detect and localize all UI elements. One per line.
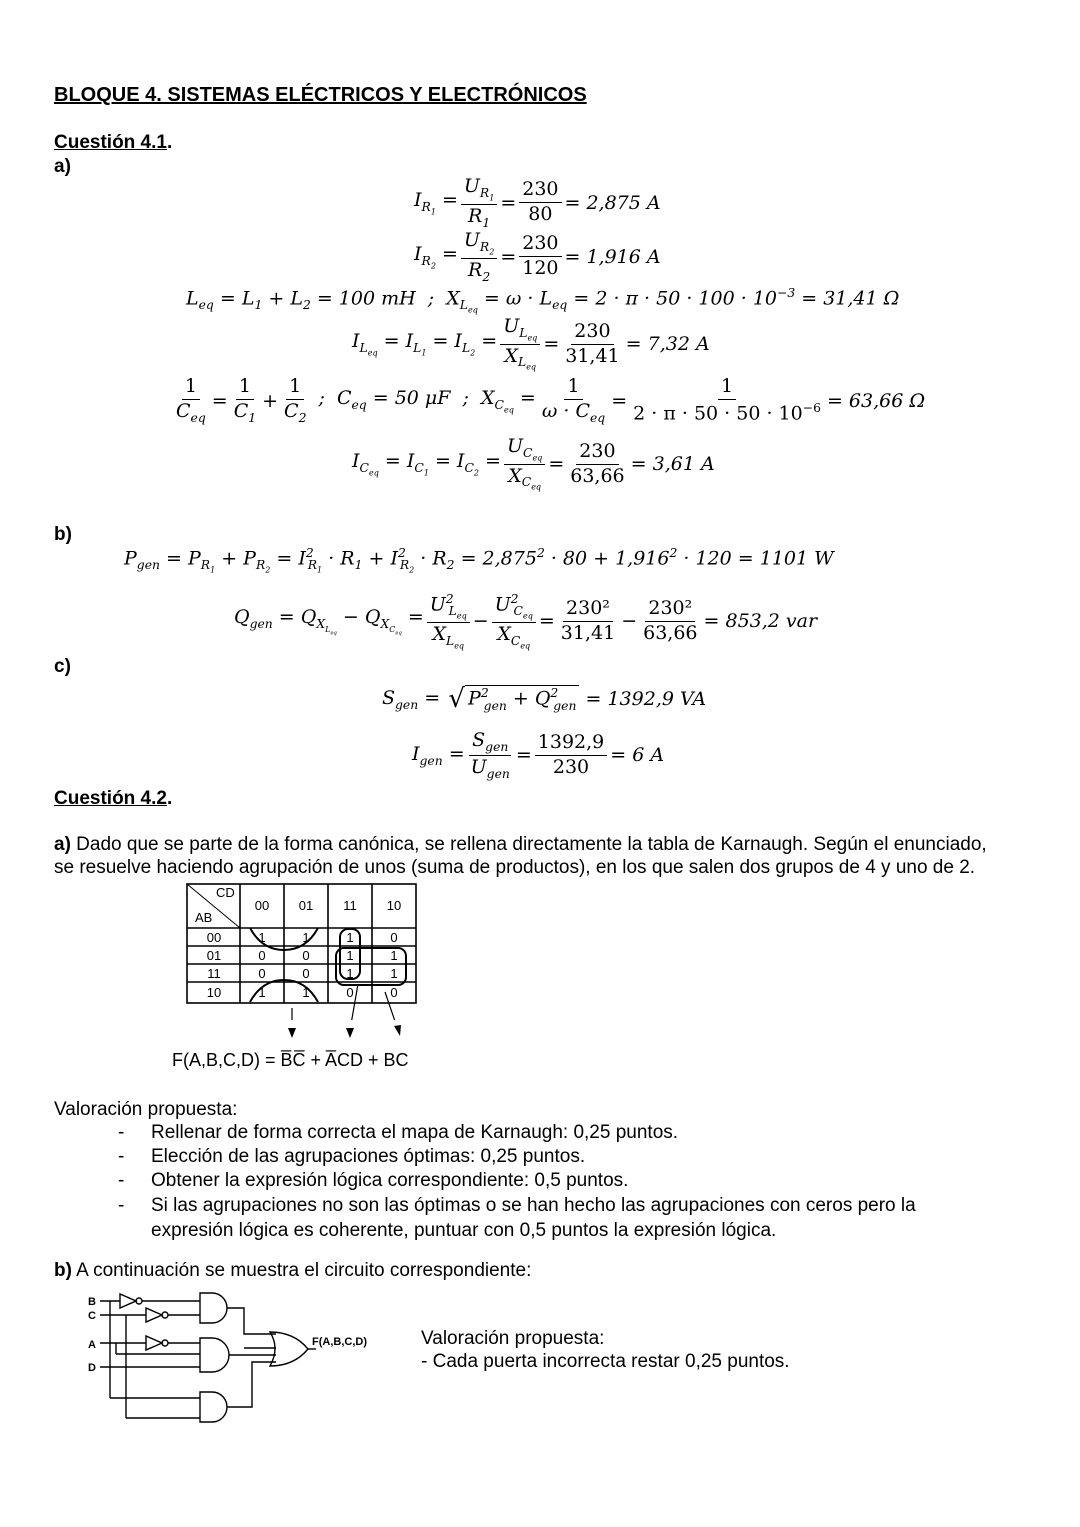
kmap-row-header: 00 (206, 930, 222, 945)
kmap-cell: 1 (302, 985, 310, 1000)
valoracion-title: Valoración propuesta: (54, 1099, 238, 1120)
kmap-cell: 0 (258, 966, 266, 981)
q41-title-dot: . (166, 132, 173, 153)
q42-title-dot: . (166, 788, 173, 809)
ileq-result: = 7,32 A (625, 333, 710, 355)
q42-title: Cuestión 4.2 (54, 788, 167, 809)
qgen-n1: 230² (563, 598, 613, 622)
q41-title-wrap (54, 132, 172, 154)
pgen-result: = 1101 W (737, 547, 834, 570)
valoracion-item: - Rellenar de forma correcta el mapa de Karnaugh: 0,25 puntos. (118, 1122, 679, 1143)
iceq-den: 63,66 (570, 464, 625, 487)
circuit-input-a: A (88, 1339, 96, 1351)
q42-a-text1: Dado que se parte de la forma canónica, se rellena directamente la tabla de Karnaugh. Según el enunciado, (70, 834, 987, 855)
kmap-cell: 0 (302, 966, 310, 981)
boolean-expression: F(A,B,C,D) = B̅C̅ + A̅CD + BC (172, 1050, 409, 1070)
eq-igen: $I_{gen}$ = $\frac{S_{gen}}{U_{gen}}$ = $\frac{1392,9}{230}$ = 6 A (412, 729, 665, 781)
kmap-col-header: 11 (343, 898, 357, 913)
valoracion-item: - Elección de las agrupaciones óptimas: 0,25 puntos. (118, 1146, 586, 1167)
kmap-arrowheads (280, 1010, 420, 1040)
kmap-cd-label: CD (216, 885, 235, 900)
kmap-row-header: 01 (206, 948, 222, 963)
circuit-input-c: C (88, 1310, 96, 1322)
eq-ir2: $I_{R_2}$ = $\frac{U_{R_2}}{R_2}$ = $\frac{230}{120}$ = 1,916 A (414, 229, 661, 284)
kmap-col-header: 01 (298, 898, 314, 913)
igen-result: = 6 A (610, 744, 665, 767)
kmap-cell: 1 (346, 948, 354, 963)
kmap-row-header: 10 (206, 985, 222, 1000)
circuit-input-b: B (88, 1296, 96, 1308)
eq-iceq: $I_{C_{eq}} = I_{C_1} = I_{C_2}$ = $\frac{U_{C_{eq}}}{X_{C_{eq}}}$ = $\frac{230}{63,66}$ = 3,61 A (352, 435, 715, 492)
ileq-num: 230 (571, 321, 613, 345)
ir1-result: = 2,875 A (564, 191, 661, 214)
q42-b-line (54, 1260, 531, 1282)
kmap-cell: 0 (302, 948, 310, 963)
valoracion-item-text: Elección de las agrupaciones óptimas: 0,25 puntos. (151, 1146, 586, 1167)
q42-title-wrap (54, 788, 172, 810)
kmap-cell: 1 (258, 985, 266, 1000)
qgen-result: = 853,2 var (703, 610, 818, 633)
ir2-num: 230 (519, 233, 561, 257)
qgen-n2: 230² (645, 598, 695, 622)
kmap-ab-label: AB (195, 910, 213, 925)
kmap-cell: 1 (346, 966, 354, 981)
kmap-cell: 0 (390, 985, 398, 1000)
iceq-result: = 3,61 A (630, 453, 715, 475)
q42-b-label: b) (54, 1260, 72, 1281)
ir1-den: 80 (528, 203, 553, 226)
q42-a-line2: se resuelve haciendo agrupación de unos (suma de productos), en los que salen dos grupos de 4 y uno de 2. (54, 857, 976, 878)
q41-title: Cuestión 4.1 (54, 132, 167, 153)
valoracion-item-text: Rellenar de forma correcta el mapa de Karnaugh: 0,25 puntos. (151, 1122, 679, 1143)
igen-num: 1392,9 (535, 732, 607, 756)
eq-qgen: $Q_{gen} = Q_{X_{L_{eq}}} - Q_{X_{C_{eq}}}$ = $\frac{U^2_{L_{eq}}}{X_{L_{eq}}}$ − $\frac{U^2_{C_{eq}}}{X_{C_{eq}}}$ = $\frac{\text{230²}}{31,41}$ − $\frac{\text{230²}}{63,66}$ = 853,2 var (234, 592, 818, 651)
kmap-row-header: 11 (207, 966, 221, 981)
karnaugh-map (180, 880, 430, 1020)
ileq-den: 31,41 (565, 344, 620, 367)
q41-label-c: c) (54, 656, 71, 677)
logic-circuit (80, 1288, 400, 1438)
kmap-col-header: 10 (386, 898, 402, 913)
valoracion-item-cont: expresión lógica es coherente, puntuar con 0,5 puntos la expresión lógica. (151, 1220, 777, 1241)
page-heading: BLOQUE 4. SISTEMAS ELÉCTRICOS Y ELECTRÓNICOS (54, 84, 587, 106)
valoracion-item: - Si las agrupaciones no son las óptimas o se han hecho las agrupaciones con ceros pero la (118, 1195, 916, 1216)
q41-label-a: a) (54, 156, 71, 177)
iceq-num: 230 (576, 441, 618, 465)
xceq-result: = 63,66 Ω (826, 389, 926, 412)
kmap-cell: 1 (390, 966, 398, 981)
sgen-result: = 1392,9 VA (585, 688, 707, 710)
eq-ileq: $I_{L_{eq}} = I_{L_1} = I_{L_2}$ = $\frac{U_{L_{eq}}}{X_{L_{eq}}}$ = $\frac{230}{31,41}$ = 7,32 A (352, 315, 710, 372)
kmap-cell: 0 (390, 930, 398, 945)
ir2-result: = 1,916 A (564, 245, 661, 268)
qgen-d1: 31,41 (560, 621, 616, 644)
q42-a-line1 (54, 834, 987, 856)
eq-pgen: $P_{gen} = P_{R_1} + P_{R_2} = I^2_{R_1} \cdot R_1 + I^2_{R_2} \cdot R_2 = 2,875^2 \cdot 80 + 1,916^2 \cdot 120 = 1101$ W (124, 546, 834, 575)
ir1-num: 230 (519, 179, 561, 203)
b-valoracion-title: Valoración propuesta: (421, 1328, 605, 1349)
circuit-input-d: D (88, 1362, 96, 1374)
xleq-result: = 31,41 Ω (801, 287, 900, 310)
q42-b-text: A continuación se muestra el circuito correspondiente: (71, 1260, 532, 1281)
kmap-cell: 1 (390, 948, 398, 963)
kmap-cell: 1 (346, 930, 354, 945)
valoracion-item-text: Si las agrupaciones no son las óptimas o se han hecho las agrupaciones con ceros pero la (151, 1195, 916, 1216)
q42-a-label: a) (54, 834, 71, 855)
igen-den: 230 (552, 755, 590, 778)
kmap-cell: 1 (258, 930, 266, 945)
eq-leq: $L_{eq} = L_1 + L_2 = 100$ mH ; $X_{L_{eq}} = \omega \cdot L_{eq} = 2 \cdot \pi \cdot 50 \cdot 100 \cdot 10^{-3} = 31,41$ Ω (186, 286, 900, 315)
eq-ir1: $I_{R_1}$ = $\frac{U_{R_1}}{R_1}$ = $\frac{230}{80}$ = 2,875 A (414, 175, 661, 230)
eq-sgen: $S_{gen}$ = √ $P^2_{gen} + Q^2_{gen}$ = 1392,9 VA (382, 684, 707, 714)
valoracion-item: - Obtener la expresión lógica correspondiente: 0,5 puntos. (118, 1170, 629, 1191)
qgen-d2: 63,66 (643, 621, 698, 644)
q41-label-b: b) (54, 524, 72, 545)
kmap-cell: 1 (302, 930, 310, 945)
kmap-cell: 0 (346, 985, 354, 1000)
kmap-col-header: 00 (254, 898, 270, 913)
kmap-cell: 0 (258, 948, 266, 963)
eq-ceq: $\frac{1}{C_{eq}}$ = $\frac{1}{C_1}$ + $\frac{1}{C_2}$ ; $C_{eq} = 50$ μF ; $X_{C_{eq}}$ = $\frac{1}{\omega \cdot C_{eq}}$ = $\frac{1}{2 \cdot \pi \cdot 50 \cdot 50 \cdot 10^{-6}}$ = 63,66 Ω (176, 375, 926, 425)
ir2-den: 120 (522, 257, 559, 280)
circuit-output-label: F(A,B,C,D) (312, 1336, 367, 1348)
b-valoracion-item: - Cada puerta incorrecta restar 0,25 puntos. (421, 1351, 790, 1372)
valoracion-item-text: Obtener la expresión lógica correspondiente: 0,5 puntos. (151, 1170, 629, 1191)
